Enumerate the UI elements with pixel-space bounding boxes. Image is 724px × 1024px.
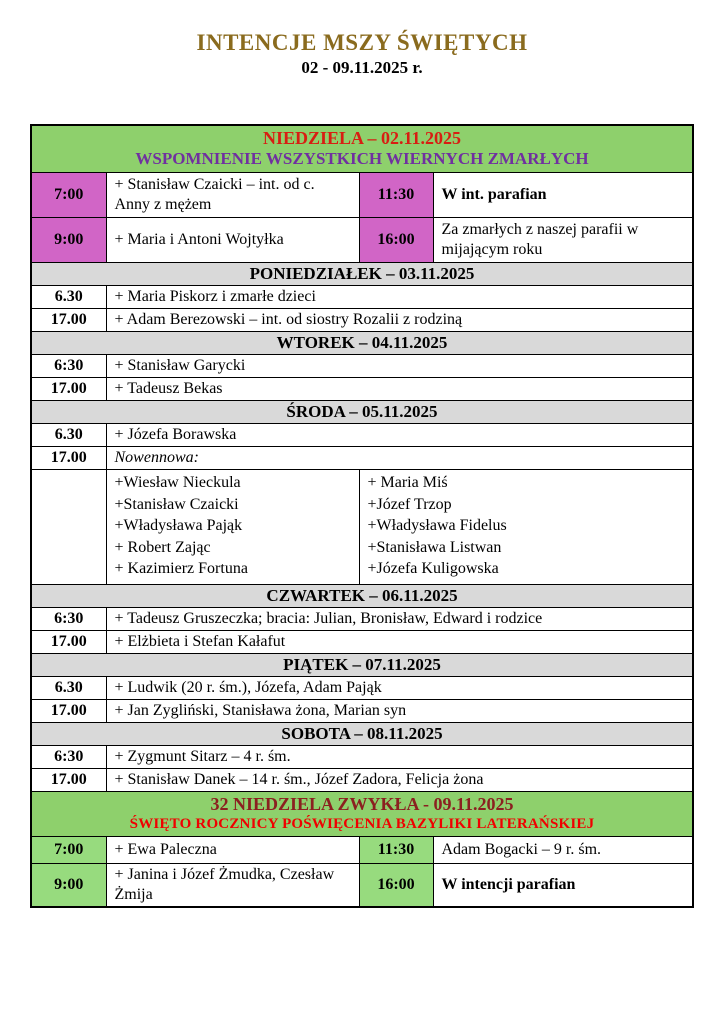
sunday2-subtitle: ŚWIĘTO ROCZNICY POŚWIĘCENIA BAZYLIKI LATERAŃSKIEJ <box>129 815 595 832</box>
thursday-title: CZWARTEK – 06.11.2025 <box>31 584 693 607</box>
intention-cell: + Zygmunt Sitarz – 4 r. śm. <box>106 745 693 768</box>
table-row <box>31 424 693 447</box>
section-header-sunday2 <box>31 791 693 836</box>
time-cell: 17.00 <box>31 768 106 791</box>
time-cell-empty <box>31 470 106 585</box>
time-cell: 6.30 <box>31 424 106 447</box>
intention-cell: + Tadeusz Bekas <box>106 378 693 401</box>
time-cell: 17.00 <box>31 447 106 470</box>
mass-intentions-table <box>30 124 694 908</box>
table-row <box>31 863 693 907</box>
table-row <box>31 355 693 378</box>
page-title: INTENCJE MSZY ŚWIĘTYCH <box>196 30 528 55</box>
sunday2-title: 32 NIEDZIELA ZWYKŁA - 09.11.2025 <box>210 793 514 814</box>
intention-cell: + Jan Zygliński, Stanisława żona, Marian syn <box>106 699 693 722</box>
intention-cell: + Maria Piskorz i zmarłe dzieci <box>106 286 693 309</box>
novena-name: +Stanisława Listwan <box>367 538 502 556</box>
section-header-monday <box>31 263 693 286</box>
intention-cell: W intencji parafian <box>433 863 693 907</box>
table-row <box>31 607 693 630</box>
time-cell: 16:00 <box>359 863 433 907</box>
table-row <box>31 447 693 470</box>
novena-row <box>31 470 693 585</box>
monday-title: PONIEDZIAŁEK – 03.11.2025 <box>31 263 693 286</box>
novena-name: + Maria Miś <box>367 474 448 491</box>
section-header-wednesday <box>31 401 693 424</box>
time-cell: 6.30 <box>31 286 106 309</box>
section-header-thursday <box>31 584 693 607</box>
novena-name: + Kazimierz Fortuna <box>114 560 248 577</box>
intention-cell: Za zmarłych z naszej parafii w mijającym roku <box>433 218 693 263</box>
table-row <box>31 173 693 218</box>
saturday-title: SOBOTA – 08.11.2025 <box>31 722 693 745</box>
novena-name: +Wiesław Nieckula <box>114 474 241 491</box>
sunday1-title: NIEDZIELA – 02.11.2025 <box>262 128 462 148</box>
novena-list-left <box>106 470 359 585</box>
novena-name: +Władysława Fidelus <box>367 517 507 534</box>
intention-cell: + Adam Berezowski – int. od siostry Rozalii z rodziną <box>106 309 693 332</box>
intention-cell: + Stanisław Garycki <box>106 355 693 378</box>
time-cell: 6:30 <box>31 745 106 768</box>
novena-name: + Robert Zając <box>114 538 211 556</box>
intention-cell: + Józefa Borawska <box>106 424 693 447</box>
intention-cell: + Maria i Antoni Wojtyłka <box>106 218 359 263</box>
intention-cell: + Elżbieta i Stefan Kałafut <box>106 630 693 653</box>
intention-cell: + Tadeusz Gruszeczka; bracia: Julian, Bronisław, Edward i rodzice <box>106 607 693 630</box>
friday-title: PIĄTEK – 07.11.2025 <box>31 653 693 676</box>
time-cell: 11:30 <box>359 173 433 218</box>
novena-name: +Józef Trzop <box>367 495 452 513</box>
time-cell: 7:00 <box>31 173 106 218</box>
document-header <box>0 0 724 78</box>
tuesday-title: WTOREK – 04.11.2025 <box>31 332 693 355</box>
time-cell: 9:00 <box>31 218 106 263</box>
novena-name: +Józefa Kuligowska <box>367 560 499 577</box>
intention-cell: Nowennowa: <box>106 447 693 470</box>
page-subtitle: 02 - 09.11.2025 r. <box>301 58 423 77</box>
intention-cell: + Stanisław Czaicki – int. od c. Anny z mężem <box>106 173 359 218</box>
intention-cell: W int. parafian <box>433 173 693 218</box>
table-row <box>31 218 693 263</box>
intention-cell: + Ewa Paleczna <box>106 836 359 863</box>
table-row <box>31 630 693 653</box>
time-cell: 6:30 <box>31 355 106 378</box>
intention-cell: + Janina i Józef Żmudka, Czesław Żmija <box>106 863 359 907</box>
sunday1-subtitle: WSPOMNIENIE WSZYSTKICH WIERNYCH ZMARŁYCH <box>135 149 589 168</box>
time-cell: 17.00 <box>31 378 106 401</box>
time-cell: 17.00 <box>31 699 106 722</box>
table-row <box>31 378 693 401</box>
time-cell: 9:00 <box>31 863 106 907</box>
section-header-friday <box>31 653 693 676</box>
section-header-sunday1 <box>31 125 693 173</box>
sunday2-header-cell <box>31 791 693 836</box>
time-cell: 7:00 <box>31 836 106 863</box>
novena-list-right <box>359 470 693 585</box>
table-row <box>31 676 693 699</box>
intention-cell: Adam Bogacki – 9 r. śm. <box>433 836 693 863</box>
table-row <box>31 745 693 768</box>
table-row <box>31 309 693 332</box>
novena-name: +Władysława Pająk <box>114 517 243 534</box>
sunday1-header-cell <box>31 125 693 173</box>
section-header-tuesday <box>31 332 693 355</box>
novena-name: +Stanisław Czaicki <box>114 495 239 513</box>
time-cell: 11:30 <box>359 836 433 863</box>
time-cell: 6:30 <box>31 607 106 630</box>
table-row <box>31 768 693 791</box>
time-cell: 6.30 <box>31 676 106 699</box>
section-header-saturday <box>31 722 693 745</box>
time-cell: 17.00 <box>31 630 106 653</box>
intention-cell: + Ludwik (20 r. śm.), Józefa, Adam Pająk <box>106 676 693 699</box>
table-row <box>31 699 693 722</box>
table-row <box>31 836 693 863</box>
time-cell: 16:00 <box>359 218 433 263</box>
wednesday-title: ŚRODA – 05.11.2025 <box>31 401 693 424</box>
time-cell: 17.00 <box>31 309 106 332</box>
intention-cell: + Stanisław Danek – 14 r. śm., Józef Zadora, Felicja żona <box>106 768 693 791</box>
table-row <box>31 286 693 309</box>
